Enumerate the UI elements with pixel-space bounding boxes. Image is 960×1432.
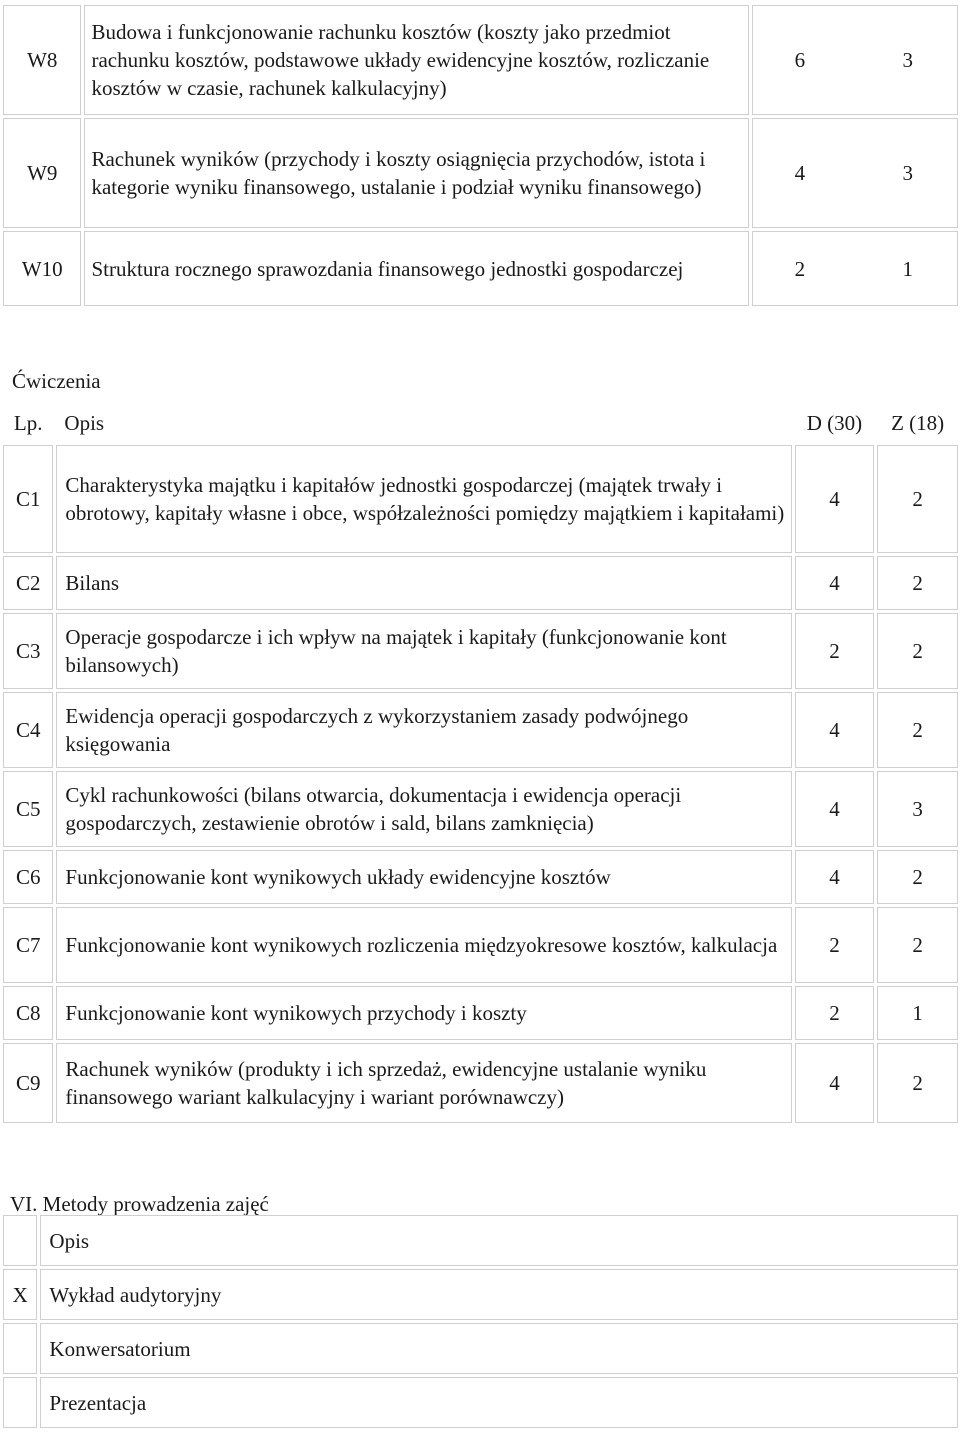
exercise-desc: Bilans [56,556,791,610]
table-row [3,986,958,1040]
lecture-lp: W9 [3,118,81,228]
table-row [3,771,958,847]
method-mark [3,1215,37,1266]
lectures-table [0,2,960,309]
lecture-lp: W8 [3,5,81,115]
method-desc: Wykład audytoryjny [40,1269,958,1320]
lecture-desc: Struktura rocznego sprawozdania finansowego jednostki gospodarczej [84,231,748,306]
table-row [3,1377,958,1428]
exercise-z: 2 [877,613,958,689]
exercise-desc: Operacje gospodarcze i ich wpływ na majątek i kapitały (funkcjonowanie kont bilansowych) [56,613,791,689]
exercise-lp: C1 [3,445,53,553]
section-title-exercises: Ćwiczenia [12,369,101,393]
table-row [3,556,958,610]
table-header-row [3,404,958,442]
exercise-lp: C8 [3,986,53,1040]
method-mark [3,1377,37,1428]
table-row [3,5,958,115]
table-row [3,613,958,689]
lecture-hours [752,231,958,306]
hours-d: 2 [794,256,806,281]
table-row [3,1323,958,1374]
exercise-z: 2 [877,556,958,610]
exercise-z: 2 [877,692,958,768]
table-header-row [3,1215,958,1266]
exercise-d: 4 [795,556,875,610]
table-row [3,231,958,306]
table-row [3,118,958,228]
lecture-hours [752,5,958,115]
exercise-z: 2 [877,850,958,904]
hours-z: 3 [902,48,913,72]
hours-z: 3 [902,161,913,185]
exercise-d: 4 [795,1043,875,1123]
exercise-d: 4 [795,850,875,904]
exercises-table [0,401,960,1126]
exercise-lp: C3 [3,613,53,689]
exercise-desc: Cykl rachunkowości (bilans otwarcia, dokumentacja i ewidencja operacji gospodarczych, zestawienie obrotów i sald, bilans zamknięcia) [56,771,791,847]
exercise-desc: Ewidencja operacji gospodarczych z wykorzystaniem zasady podwójnego księgowania [56,692,791,768]
lecture-desc: Rachunek wyników (przychody i koszty osiągnięcia przychodów, istota i kategorie wyniku finansowego, ustalanie i podział wyniku finansowego) [84,118,748,228]
methods-table [0,1212,960,1431]
method-mark [3,1323,37,1374]
table-row [3,1269,958,1320]
exercise-d: 4 [795,445,875,553]
exercise-d: 4 [795,692,875,768]
header-z: Z (18) [891,411,945,435]
table-row [3,850,958,904]
header-d: D (30) [806,411,863,435]
section-title-methods: VI. Metody prowadzenia zajęć [10,1192,269,1216]
hours-d: 6 [794,48,806,72]
table-row [3,692,958,768]
hours-z: 1 [902,256,913,281]
exercise-lp: C2 [3,556,53,610]
header-desc: Opis [64,411,105,435]
exercise-desc: Funkcjonowanie kont wynikowych układy ewidencyjne kosztów [56,850,791,904]
exercise-z: 2 [877,907,958,983]
exercise-lp: C9 [3,1043,53,1123]
table-row [3,907,958,983]
exercise-d: 4 [795,771,875,847]
exercise-z: 1 [877,986,958,1040]
hours-d: 4 [794,161,806,185]
exercise-lp: C6 [3,850,53,904]
header-desc: Opis [40,1215,958,1266]
method-desc: Prezentacja [40,1377,958,1428]
table-row [3,445,958,553]
method-mark: X [3,1269,37,1320]
exercise-z: 3 [877,771,958,847]
exercise-d: 2 [795,613,875,689]
table-row [3,1043,958,1123]
exercise-desc: Charakterystyka majątku i kapitałów jednostki gospodarczej (majątek trwały i obrotowy, kapitały własne i obce, współzależności pomiędzy majątkiem i kapitałami) [56,445,791,553]
exercise-z: 2 [877,445,958,553]
exercise-lp: C7 [3,907,53,983]
exercise-d: 2 [795,986,875,1040]
lecture-desc: Budowa i funkcjonowanie rachunku kosztów (koszty jako przedmiot rachunku kosztów, podstawowe układy ewidencyjne kosztów, rozliczanie kosztów w czasie, rachunek kalkulacyjny) [84,5,748,115]
exercise-lp: C4 [3,692,53,768]
exercise-desc: Funkcjonowanie kont wynikowych rozliczenia międzyokresowe kosztów, kalkulacja [56,907,791,983]
exercise-z: 2 [877,1043,958,1123]
exercise-desc: Funkcjonowanie kont wynikowych przychody i koszty [56,986,791,1040]
exercise-d: 2 [795,907,875,983]
lecture-lp: W10 [3,231,81,306]
header-lp: Lp. [13,411,43,435]
lecture-hours [752,118,958,228]
exercise-desc: Rachunek wyników (produkty i ich sprzedaż, ewidencyjne ustalanie wyniku finansowego wariant kalkulacyjny i wariant porównawczy) [56,1043,791,1123]
method-desc: Konwersatorium [40,1323,958,1374]
exercise-lp: C5 [3,771,53,847]
